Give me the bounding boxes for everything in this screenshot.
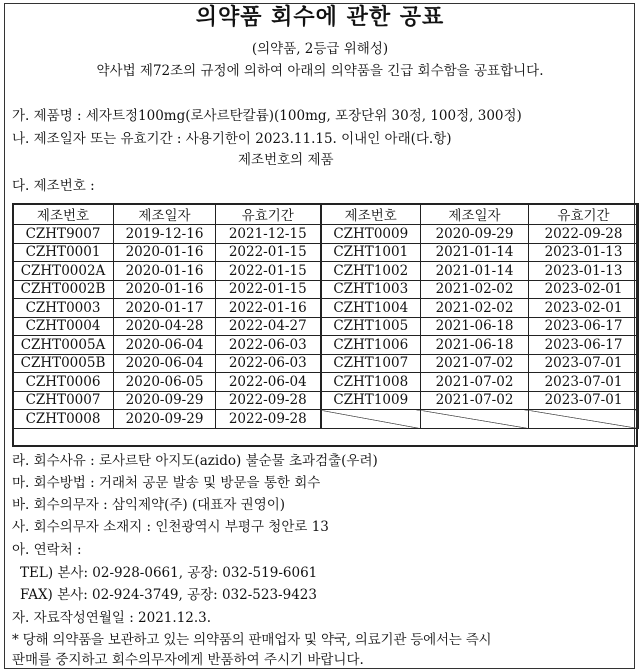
table-header-row	[13, 204, 639, 225]
notice-intro: 약사법 제72조의 규정에 의하여 아래의 의약품을 긴급 회수함을 공표합니다.	[96, 63, 544, 79]
table-row	[13, 336, 639, 355]
expiry-date-cell: 2023-06-17	[529, 317, 639, 336]
lot-number-cell: CZHT1001	[321, 243, 421, 262]
expiry-date-cell: 2022-01-15	[216, 262, 321, 281]
expiry-date-cell: 2022-06-04	[216, 373, 321, 392]
contact-heading: 아. 연락처 :	[12, 542, 82, 558]
lot-number-cell: CZHT0005B	[13, 354, 114, 373]
lot-number-cell: CZHT1008	[321, 373, 421, 392]
mfg-date-cell: 2021-01-14	[421, 262, 529, 281]
mfg-date-cell: 2020-09-29	[114, 410, 216, 429]
contact-tel: TEL) 본사: 02-928-0661, 공장: 032-519-6061	[20, 565, 318, 581]
expiry-date-cell: 2022-09-28	[216, 391, 321, 410]
lot-number-cell: CZHT1006	[321, 336, 421, 355]
mfg-date-cell: 2019-12-16	[114, 225, 216, 244]
mfg-date-cell: 2020-06-04	[114, 354, 216, 373]
lot-number-cell: CZHT0009	[321, 225, 421, 244]
expiry-date-cell	[529, 410, 639, 429]
recall-reason: 라. 회수사유 : 로사르탄 아지도(azido) 불순물 초과검출(우려)	[12, 453, 378, 469]
mfg-date-cell: 2020-09-29	[114, 391, 216, 410]
col-header-expiry: 유효기간	[216, 204, 321, 225]
lot-number-cell: CZHT1003	[321, 280, 421, 299]
table-row	[13, 225, 639, 244]
col-header-expiry-2: 유효기간	[529, 204, 639, 225]
lot-table	[12, 203, 639, 429]
table-row	[13, 262, 639, 281]
contact-fax: FAX) 본사: 02-924-3749, 공장: 032-523-9423	[20, 587, 317, 603]
expiry-date-cell: 2023-07-01	[529, 391, 639, 410]
recall-obligor: 바. 회수의무자 : 삼익제약(주) (대표자 권영이)	[12, 497, 286, 513]
mfg-date-cell: 2020-01-16	[114, 262, 216, 281]
lot-number-cell: CZHT0004	[13, 317, 114, 336]
lot-number-cell: CZHT1004	[321, 299, 421, 318]
expiry-date-cell: 2021-12-15	[216, 225, 321, 244]
lot-number-cell: CZHT1002	[321, 262, 421, 281]
mfg-date-cell: 2020-06-05	[114, 373, 216, 392]
lot-heading: 다. 제조번호 :	[12, 178, 95, 194]
notice-line-1: * 당해 의약품을 보관하고 있는 의약품의 판매업자 및 약국, 의료기관 등에서는 즉시	[12, 632, 492, 648]
table-row	[13, 299, 639, 318]
mfg-date-cell: 2020-01-17	[114, 299, 216, 318]
recall-method: 마. 회수방법 : 거래처 공문 발송 및 방문을 통한 회수	[12, 475, 321, 491]
expiry-date-cell: 2023-01-13	[529, 243, 639, 262]
expiry-date-cell: 2022-09-28	[216, 410, 321, 429]
mfg-date-cell: 2020-01-16	[114, 243, 216, 262]
obligor-address: 사. 회수의무자 소재지 : 인천광역시 부평구 청안로 13	[12, 519, 329, 535]
expiry-date-cell: 2022-01-15	[216, 280, 321, 299]
mfg-date-cell: 2021-07-02	[421, 354, 529, 373]
col-header-mfg-date-2: 제조일자	[421, 204, 529, 225]
mfg-date-cell: 2020-01-16	[114, 280, 216, 299]
lot-number-cell: CZHT0006	[13, 373, 114, 392]
mfg-date-cell: 2020-04-28	[114, 317, 216, 336]
expiry-date-cell: 2023-07-01	[529, 373, 639, 392]
lot-number-cell: CZHT1009	[321, 391, 421, 410]
table-row	[13, 373, 639, 392]
mfg-date-cell: 2021-06-18	[421, 336, 529, 355]
table-row	[13, 317, 639, 336]
lot-number-cell: CZHT0005A	[13, 336, 114, 355]
table-row	[13, 410, 639, 429]
expiry-date-cell: 2023-02-01	[529, 280, 639, 299]
mfg-date-cell: 2021-06-18	[421, 317, 529, 336]
table-row	[13, 243, 639, 262]
lot-number-cell	[321, 410, 421, 429]
col-header-lot-2: 제조번호	[321, 204, 421, 225]
mfg-date-cell: 2021-07-02	[421, 391, 529, 410]
written-date: 자. 자료작성연월일 : 2021.12.3.	[12, 610, 212, 626]
expiry-date-cell: 2023-01-13	[529, 262, 639, 281]
mfg-date-cell	[421, 410, 529, 429]
lot-number-cell: CZHT0008	[13, 410, 114, 429]
expiry-date-cell: 2022-09-28	[529, 225, 639, 244]
mfg-date-cell: 2020-06-04	[114, 336, 216, 355]
lot-number-cell: CZHT1005	[321, 317, 421, 336]
lot-number-cell: CZHT0002A	[13, 262, 114, 281]
lot-number-cell: CZHT0003	[13, 299, 114, 318]
table-row	[13, 391, 639, 410]
notice-subtitle: (의약품, 2등급 위해성)	[251, 41, 389, 57]
mfg-date-cell: 2021-02-02	[421, 280, 529, 299]
col-header-mfg-date: 제조일자	[114, 204, 216, 225]
lot-number-cell: CZHT0001	[13, 243, 114, 262]
product-name: 가. 제품명 : 세자트정100mg(로사르탄칼륨)(100mg, 포장단위 30정, 100정, 300정)	[12, 108, 522, 124]
expiry-date-cell: 2022-01-16	[216, 299, 321, 318]
expiry-date-cell: 2022-06-03	[216, 336, 321, 355]
expiry-date-cell: 2023-07-01	[529, 354, 639, 373]
expiry-date-cell: 2022-01-15	[216, 243, 321, 262]
date-condition: 나. 제조일자 또는 유효기간 : 사용기한이 2023.11.15. 이내인 아래(다.항)	[12, 131, 452, 147]
mfg-date-cell: 2021-01-14	[421, 243, 529, 262]
table-row	[13, 280, 639, 299]
expiry-date-cell: 2023-06-17	[529, 336, 639, 355]
notice-line-2: 판매를 중지하고 회수의무자에게 반품하여 주시기 바랍니다.	[12, 652, 364, 668]
mfg-date-cell: 2021-02-02	[421, 299, 529, 318]
lot-number-cell: CZHT0002B	[13, 280, 114, 299]
expiry-date-cell: 2022-06-03	[216, 354, 321, 373]
expiry-date-cell: 2023-02-01	[529, 299, 639, 318]
notice-title: 의약품 회수에 관한 공표	[195, 5, 445, 30]
mfg-date-cell: 2020-09-29	[421, 225, 529, 244]
date-condition-cont: 제조번호의 제품	[238, 152, 334, 168]
lot-number-cell: CZHT9007	[13, 225, 114, 244]
table-row	[13, 354, 639, 373]
col-header-lot: 제조번호	[13, 204, 114, 225]
lot-number-cell: CZHT1007	[321, 354, 421, 373]
lot-number-cell: CZHT0007	[13, 391, 114, 410]
expiry-date-cell: 2022-04-27	[216, 317, 321, 336]
mfg-date-cell: 2021-07-02	[421, 373, 529, 392]
